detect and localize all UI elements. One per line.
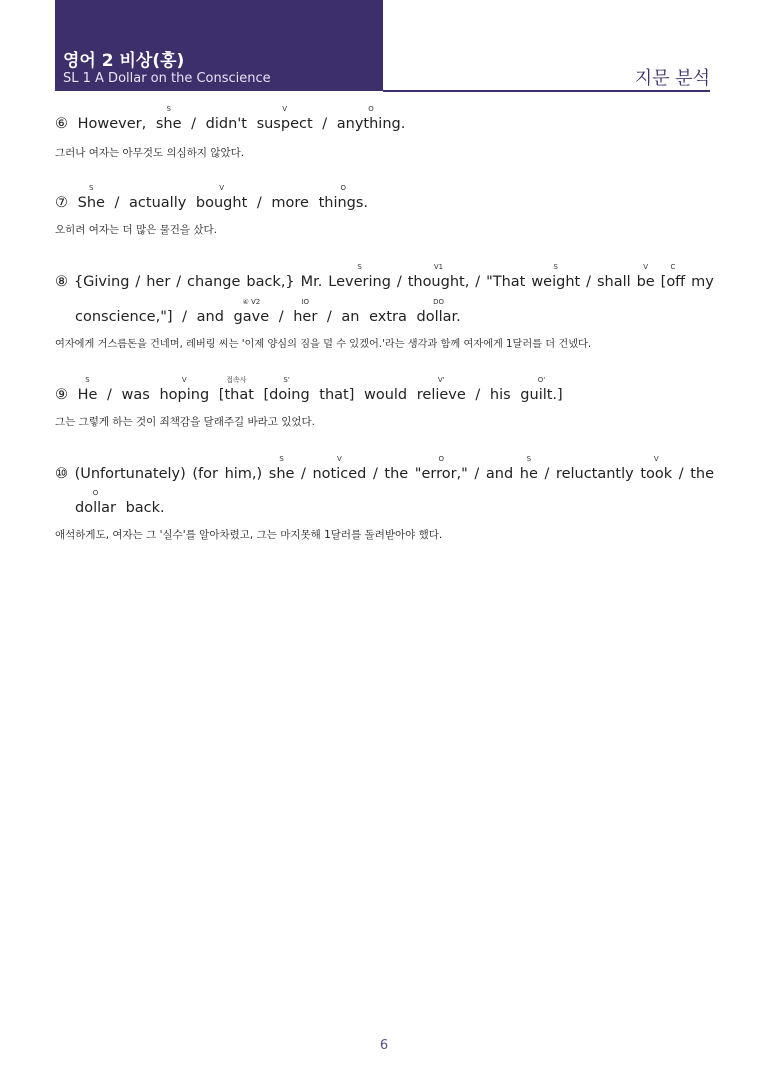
word: bought V	[195, 184, 248, 211]
slash: /	[678, 466, 684, 482]
word: and	[196, 309, 224, 325]
translation-9: 그는 그렇게 하는 것이 죄책감을 달래주길 바라고 있었다.	[55, 416, 315, 428]
word: gave ④ V2	[233, 298, 270, 325]
word: an	[341, 309, 360, 325]
word: weight S	[531, 263, 581, 290]
word: [off C	[660, 263, 686, 290]
slash: /	[256, 195, 262, 211]
slash: /	[191, 116, 197, 132]
slash: /	[278, 309, 284, 325]
header-banner	[55, 0, 383, 91]
word: (Unfortunately)	[74, 466, 186, 482]
word: took V	[640, 455, 673, 482]
sentence-6	[55, 105, 714, 132]
word: thought, V1	[407, 263, 470, 290]
slash: /	[301, 466, 306, 482]
word: back,}	[246, 274, 295, 290]
grammar-tag: O'	[537, 376, 546, 384]
header-title: 영어 2 비상(홍)	[63, 51, 185, 71]
sentence-number: ⑥	[55, 116, 68, 132]
grammar-tag: ④ V2	[242, 298, 261, 306]
grammar-tag: S	[85, 376, 90, 384]
slash: /	[586, 274, 592, 290]
word: (for	[192, 466, 218, 482]
grammar-tag: V1	[433, 263, 444, 271]
word: would	[363, 387, 408, 403]
grammar-tag: O	[340, 184, 347, 192]
sentence-7	[55, 184, 714, 211]
slash: /	[135, 274, 141, 290]
word: his	[489, 387, 511, 403]
word: be V	[636, 263, 655, 290]
sentence-number: ⑨	[55, 387, 68, 403]
slash: /	[475, 274, 481, 290]
word: actually	[129, 195, 187, 211]
grammar-tag: V	[653, 455, 659, 463]
word: her IO	[293, 298, 318, 325]
word: more	[271, 195, 309, 211]
grammar-tag: V'	[437, 376, 445, 384]
grammar-tag: C	[670, 263, 676, 271]
slash: /	[114, 195, 120, 211]
word: that]	[319, 387, 355, 403]
section-label: 지문 분석	[634, 68, 710, 89]
grammar-tag: S	[89, 184, 94, 192]
word: "error," O	[414, 455, 468, 482]
sentence-10-line-1	[55, 455, 714, 482]
word: noticed V	[312, 455, 367, 482]
grammar-tag: S	[553, 263, 558, 271]
slash: /	[182, 309, 188, 325]
grammar-tag: V	[219, 184, 224, 192]
slash: /	[544, 466, 550, 482]
word: things. O	[318, 184, 369, 211]
word: relieve V'	[416, 376, 466, 403]
word: dollar. DO	[416, 298, 461, 325]
word: conscience,"]	[75, 309, 173, 325]
word: she S	[268, 455, 295, 482]
sentence-8-line-1	[55, 263, 714, 290]
word: anything. O	[336, 105, 406, 132]
word: the	[690, 466, 714, 482]
word: She S	[77, 184, 105, 211]
translation-6: 그러나 여자는 아무것도 의심하지 않았다.	[55, 147, 245, 159]
grammar-tag: S	[357, 263, 362, 271]
grammar-tag: S	[526, 455, 532, 463]
word: was	[121, 387, 150, 403]
word: dollar O	[75, 489, 116, 516]
slash: /	[475, 387, 481, 403]
grammar-tag: O	[368, 105, 374, 113]
word: Mr.	[300, 274, 323, 290]
translation-8: 여자에게 거스름돈을 건네며, 레버링 씨는 '이제 양심의 짐을 덜 수 있겠어.'라는 생각과 함께 여자에게 1달러를 더 건넸다.	[55, 339, 592, 350]
word: However,	[77, 116, 147, 132]
word: him,)	[224, 466, 263, 482]
header-rule	[383, 90, 710, 92]
word: hoping V	[159, 376, 210, 403]
grammar-tag: O	[438, 455, 445, 463]
slash: /	[107, 387, 112, 403]
slash: /	[322, 116, 328, 132]
slash: /	[326, 309, 332, 325]
word: back.	[125, 500, 165, 516]
grammar-tag: S	[279, 455, 284, 463]
slash: /	[396, 274, 402, 290]
sentence-number: ⑦	[55, 195, 68, 211]
sentence-10-line-2	[75, 489, 714, 516]
page-number: 6	[379, 1038, 389, 1053]
grammar-tag: S'	[283, 376, 290, 384]
word: Levering S	[328, 263, 391, 290]
word: the	[384, 466, 409, 482]
word: He S	[77, 376, 98, 403]
sentence-number: ⑩	[55, 466, 68, 482]
slash: /	[176, 274, 182, 290]
word: [that 접속사	[218, 376, 254, 403]
word: "That	[486, 274, 526, 290]
grammar-tag: 접속사	[226, 376, 247, 384]
word: she S	[155, 105, 182, 132]
translation-10: 애석하게도, 여자는 그 '실수'를 알아차렸고, 그는 마지못해 1달러를 돌려받아야 했다.	[55, 529, 443, 541]
word: extra	[369, 309, 407, 325]
grammar-tag: V	[337, 455, 342, 463]
translation-7: 오히려 여자는 더 많은 물건을 샀다.	[55, 224, 218, 236]
grammar-tag: V	[643, 263, 649, 271]
grammar-tag: V	[282, 105, 288, 113]
word: her	[146, 274, 171, 290]
sentence-9	[55, 376, 714, 403]
word: my	[691, 274, 714, 290]
grammar-tag: S	[166, 105, 171, 113]
grammar-tag: O	[92, 489, 99, 497]
word: [doing S'	[263, 376, 310, 403]
word: shall	[596, 274, 631, 290]
word: he S	[519, 455, 538, 482]
grammar-tag: IO	[301, 298, 310, 306]
grammar-tag: V	[181, 376, 187, 384]
word: guilt.] O'	[520, 376, 563, 403]
header-subtitle: SL 1 A Dollar on the Conscience	[63, 71, 271, 86]
word: change	[187, 274, 241, 290]
word: {Giving	[73, 274, 130, 290]
slash: /	[372, 466, 378, 482]
word: and	[485, 466, 514, 482]
word: reluctantly	[555, 466, 634, 482]
slash: /	[474, 466, 480, 482]
word: didn't	[205, 116, 247, 132]
sentence-number: ⑧	[55, 274, 68, 290]
grammar-tag: DO	[433, 298, 445, 306]
sentence-8-line-2	[75, 298, 714, 325]
word: suspect V	[256, 105, 313, 132]
